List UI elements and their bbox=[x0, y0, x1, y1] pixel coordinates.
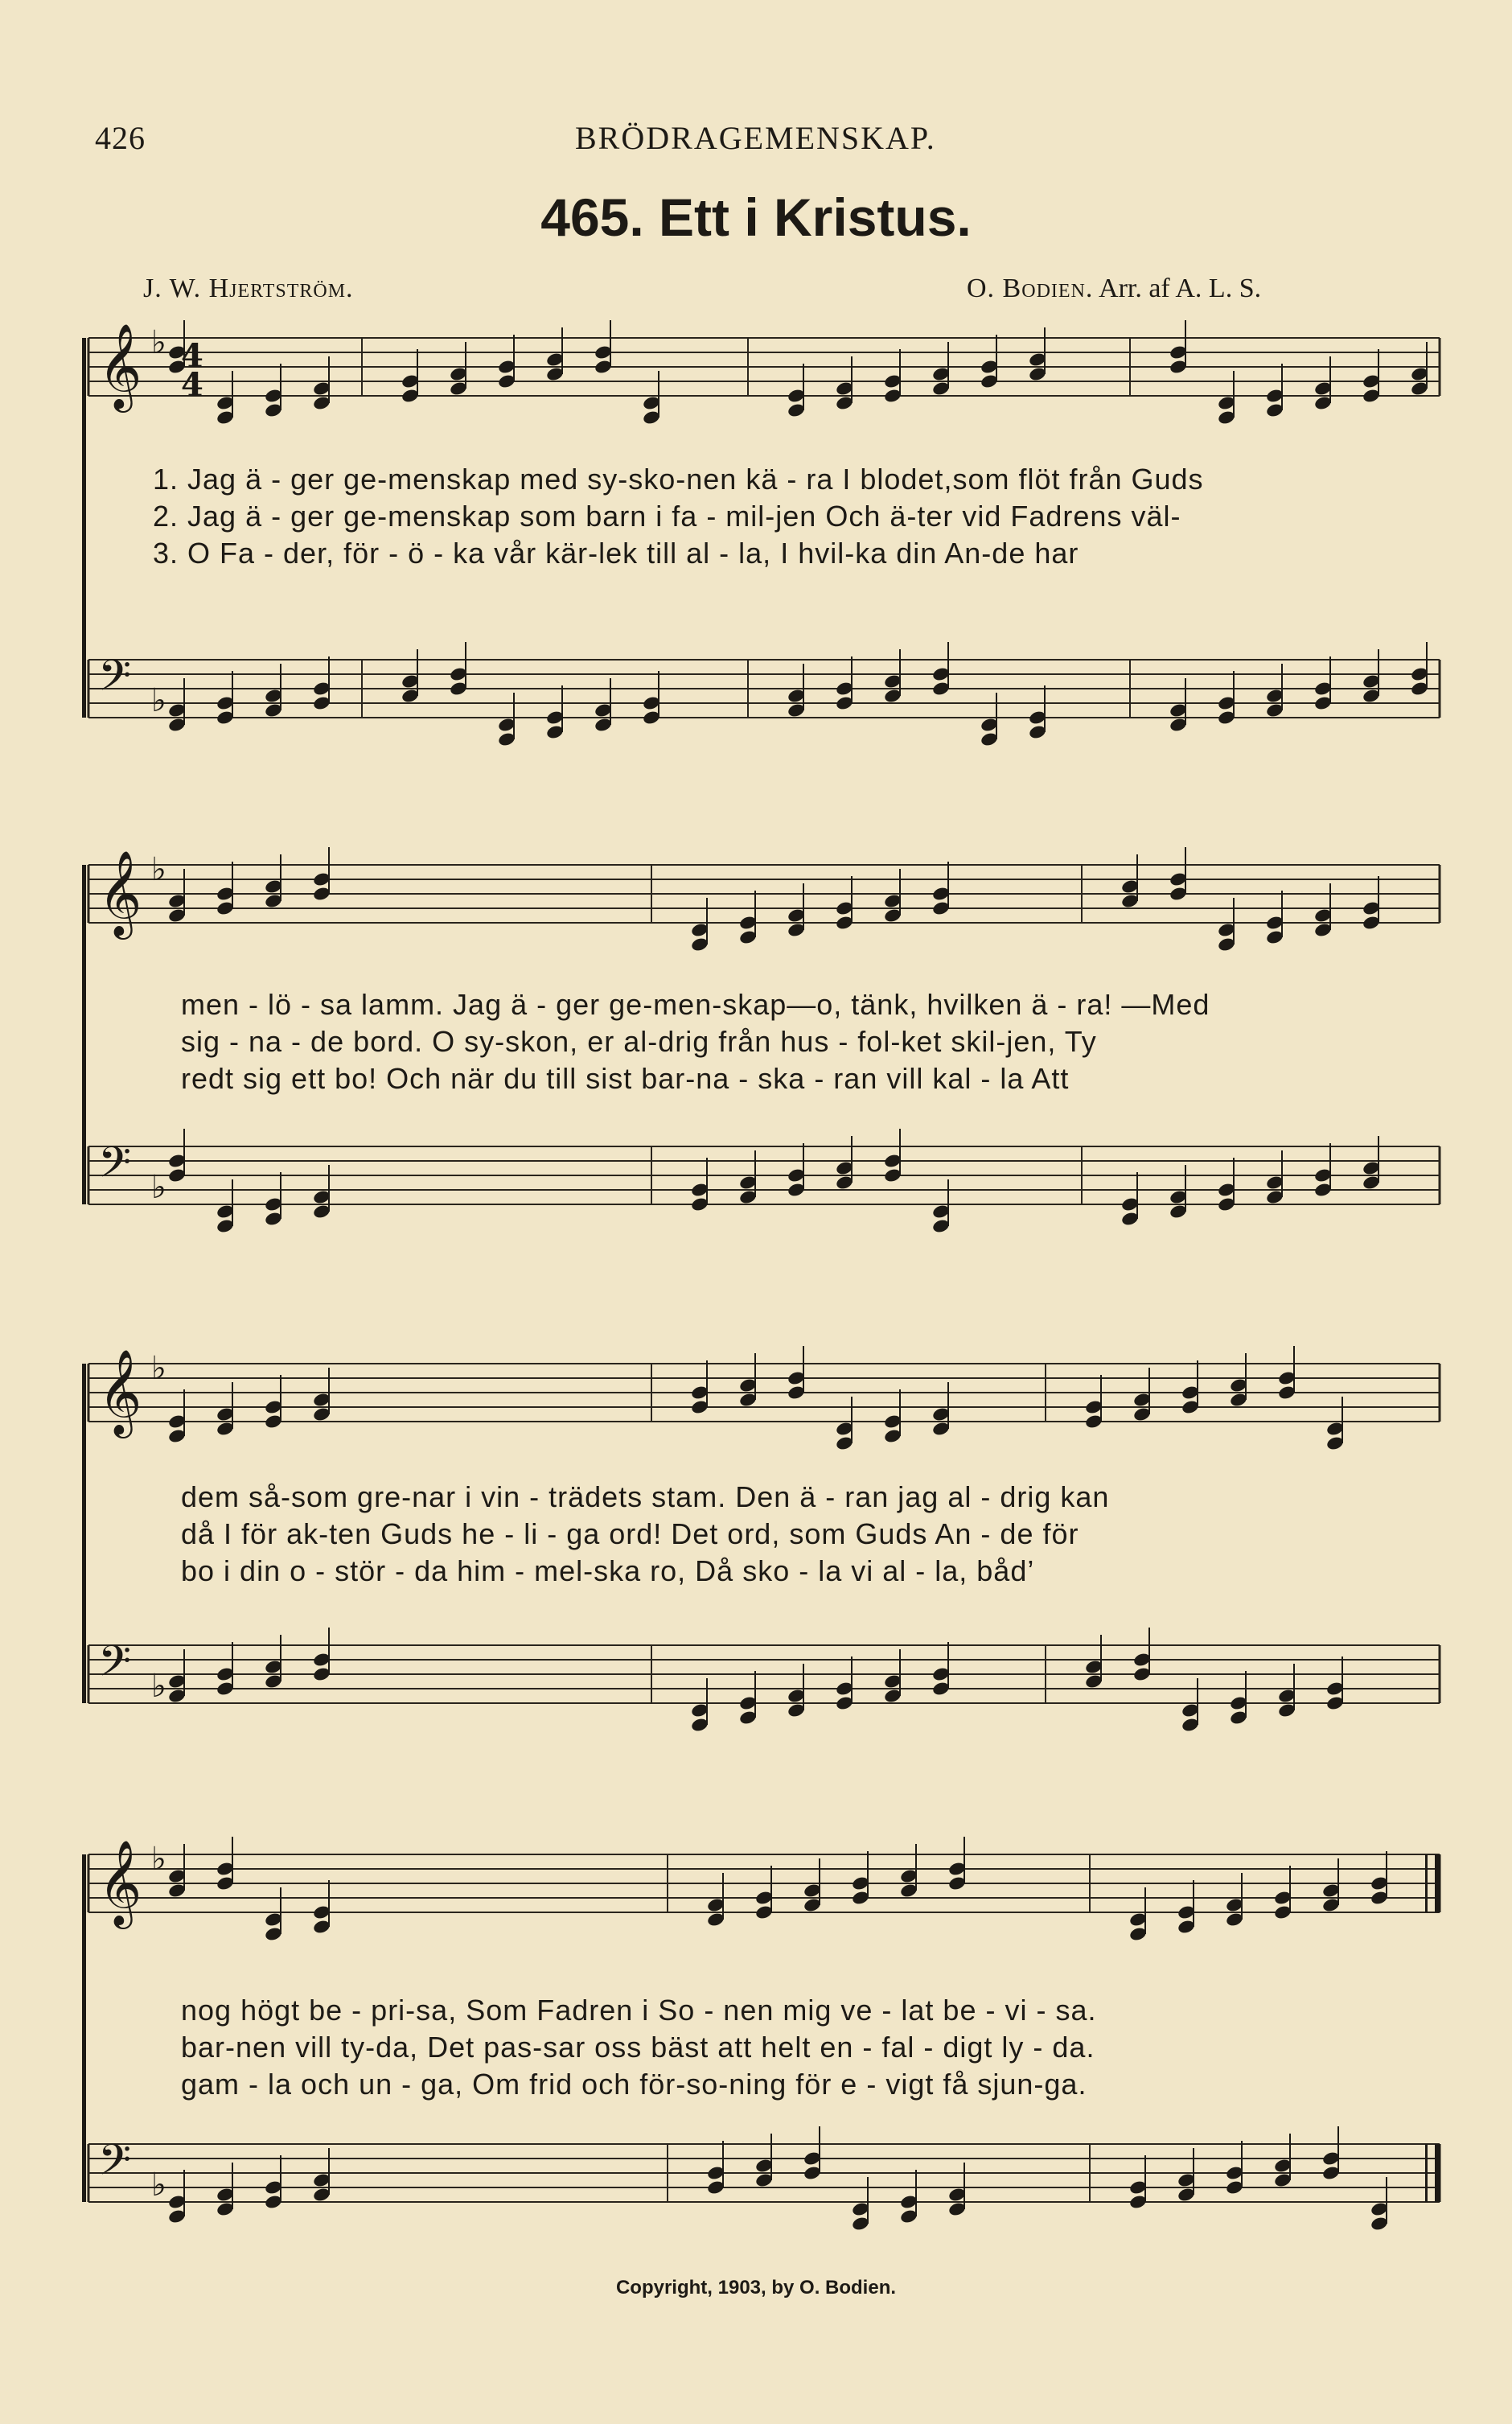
flat-key-signature-icon: ♭ bbox=[151, 1350, 166, 1387]
bass-staff bbox=[88, 1621, 1440, 1734]
lyric-line: 3. O Fa - der, för - ö - ka vår kär-lek till al - la, I hvil-ka din An-de har bbox=[153, 537, 1079, 570]
lyric-line: gam - la och un - ga, Om frid och för-so-ning för e - vigt få sjun-ga. bbox=[181, 2068, 1087, 2101]
system-brace bbox=[82, 338, 86, 718]
arranger-credit: Arr. af A. L. S. bbox=[1099, 274, 1262, 303]
treble-clef-icon: 𝄞 bbox=[98, 323, 142, 409]
composer-name: O. Bodien. bbox=[967, 274, 1094, 303]
treble-staff bbox=[88, 314, 1440, 426]
composer-credit bbox=[967, 274, 1261, 304]
treble-clef-icon: 𝄞 bbox=[98, 1348, 142, 1434]
running-header: BRÖDRAGEMENSKAP. bbox=[575, 120, 936, 156]
time-signature: 4 bbox=[181, 337, 203, 375]
bass-staff bbox=[88, 2120, 1440, 2233]
treble-staff bbox=[88, 1340, 1440, 1452]
treble-clef-icon: 𝄞 bbox=[98, 850, 142, 936]
author-credit: J. W. Hjertström. bbox=[143, 274, 354, 303]
treble-staff bbox=[88, 841, 1440, 953]
flat-key-signature-icon: ♭ bbox=[151, 1841, 166, 1878]
lyric-line: bar-nen vill ty-da, Det pas-sar oss bäst att helt en - fal - digt ly - da. bbox=[181, 2031, 1095, 2064]
lyric-line: då I för ak-ten Guds he - li - ga ord! Det ord, som Guds An - de för bbox=[181, 1517, 1079, 1550]
page-number: 426 bbox=[95, 120, 146, 156]
system-brace bbox=[82, 1854, 86, 2202]
flat-key-signature-icon: ♭ bbox=[151, 324, 166, 361]
final-double-barline bbox=[1425, 1854, 1440, 1912]
flat-key-signature-icon: ♭ bbox=[151, 2167, 166, 2204]
treble-staff bbox=[88, 1830, 1440, 1943]
lyric-line: sig - na - de bord. O sy-skon, er al-drig från hus - fol-ket skil-jen, Ty bbox=[181, 1025, 1097, 1058]
bass-staff bbox=[88, 636, 1440, 748]
flat-key-signature-icon: ♭ bbox=[151, 1169, 166, 1206]
system-brace bbox=[82, 1364, 86, 1703]
copyright-notice: Copyright, 1903, by O. Bodien. bbox=[615, 2277, 897, 2298]
flat-key-signature-icon: ♭ bbox=[151, 1668, 166, 1705]
time-signature: 4 bbox=[181, 366, 203, 404]
lyric-line: nog högt be - pri-sa, Som Fadren i So - nen mig ve - lat be - vi - sa. bbox=[181, 1994, 1097, 2027]
system-brace bbox=[82, 865, 86, 1204]
lyric-line: 1. Jag ä - ger ge-menskap med sy-sko-nen kä - ra I blodet,som flöt från Guds bbox=[153, 463, 1204, 496]
treble-clef-icon: 𝄞 bbox=[98, 1839, 142, 1925]
bass-clef-icon: 𝄢 bbox=[98, 1637, 132, 1697]
bass-clef-icon: 𝄢 bbox=[98, 2136, 132, 2196]
final-double-barline bbox=[1425, 2144, 1440, 2202]
lyric-line: men - lö - sa lamm. Jag ä - ger ge-men-skap—o, tänk, hvilken ä - ra! —Med bbox=[181, 988, 1210, 1021]
flat-key-signature-icon: ♭ bbox=[151, 682, 166, 719]
bass-clef-icon: 𝄢 bbox=[98, 652, 132, 711]
lyric-line: bo i din o - stör - da him - mel-ska ro, Då sko - la vi al - la, båd’ bbox=[181, 1554, 1035, 1587]
lyric-line: 2. Jag ä - ger ge-menskap som barn i fa - mil-jen Och ä-ter vid Fadrens väl- bbox=[153, 500, 1181, 533]
bass-clef-icon: 𝄢 bbox=[98, 1138, 132, 1198]
lyric-line: redt sig ett bo! Och när du till sist bar-na - ska - ran vill kal - la Att bbox=[181, 1062, 1070, 1095]
lyric-line: dem så-som gre-nar i vin - trädets stam. Den ä - ran jag al - drig kan bbox=[181, 1480, 1110, 1513]
bass-staff bbox=[88, 1122, 1440, 1235]
flat-key-signature-icon: ♭ bbox=[151, 851, 166, 888]
hymn-title: 465. Ett i Kristus. bbox=[540, 187, 972, 247]
